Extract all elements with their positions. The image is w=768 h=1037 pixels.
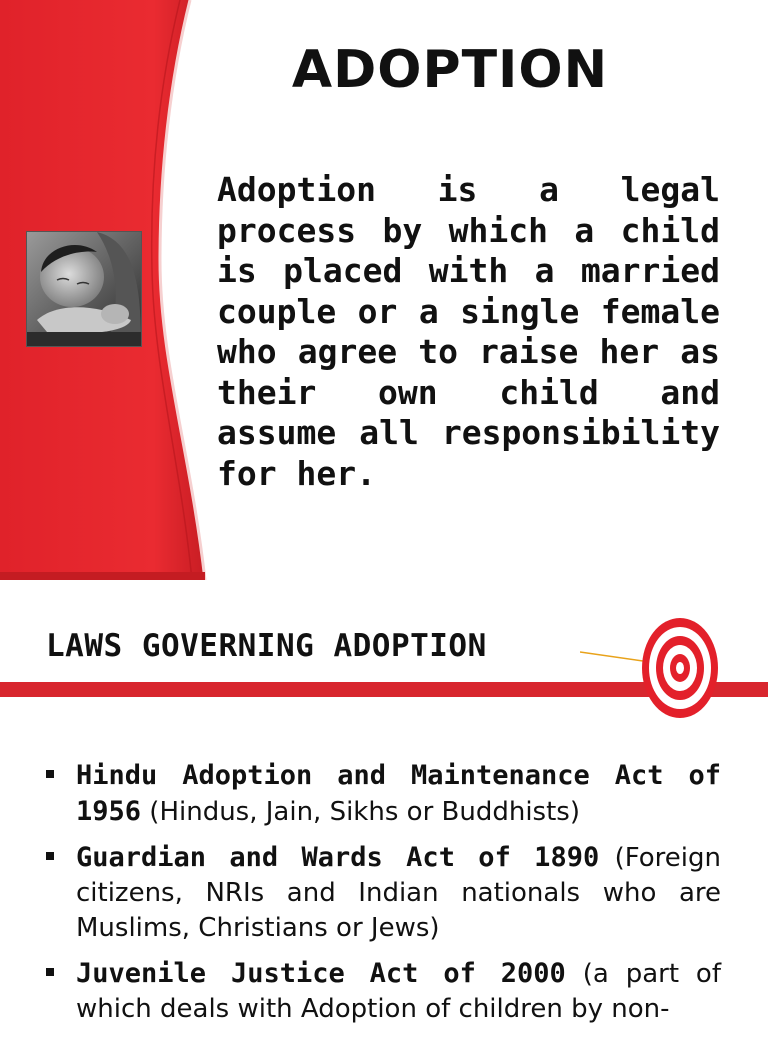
list-item — [46, 956, 721, 1027]
slide-title: LAWS GOVERNING ADOPTION — [46, 628, 487, 664]
baby-photo — [26, 231, 142, 347]
bullet-icon — [46, 852, 54, 860]
adoption-definition: Adoption is a legal process by which a child is placed with a married couple or a single female who agree to raise her as their own child and assume all responsibility for her. — [217, 170, 720, 493]
law-name: Hindu Adoption and Maintenance Act of 1956 — [76, 760, 721, 827]
baby-photo-illustration — [27, 232, 141, 346]
bullet-icon — [46, 968, 54, 976]
law-detail: (Hindus, Jain, Sikhs or Buddhists) — [141, 797, 580, 827]
slide-separator — [0, 580, 768, 598]
law-name: Juvenile Justice Act of 2000 — [76, 958, 566, 989]
law-detail: (a part of which deals with Adoption of children by non- — [76, 959, 721, 1024]
list-item — [46, 840, 721, 946]
bullet-icon — [46, 770, 54, 778]
list-item — [46, 758, 721, 830]
slide-laws-governing-adoption — [0, 598, 768, 1024]
law-name: Guardian and Wards Act of 1890 — [76, 842, 600, 873]
slide-title: ADOPTION — [291, 40, 609, 100]
target-icon — [580, 606, 740, 726]
laws-list — [46, 758, 721, 1037]
law-detail: (Foreign citizens, NRIs and Indian nationals who are Muslims, Christians or Jews) — [76, 843, 721, 943]
